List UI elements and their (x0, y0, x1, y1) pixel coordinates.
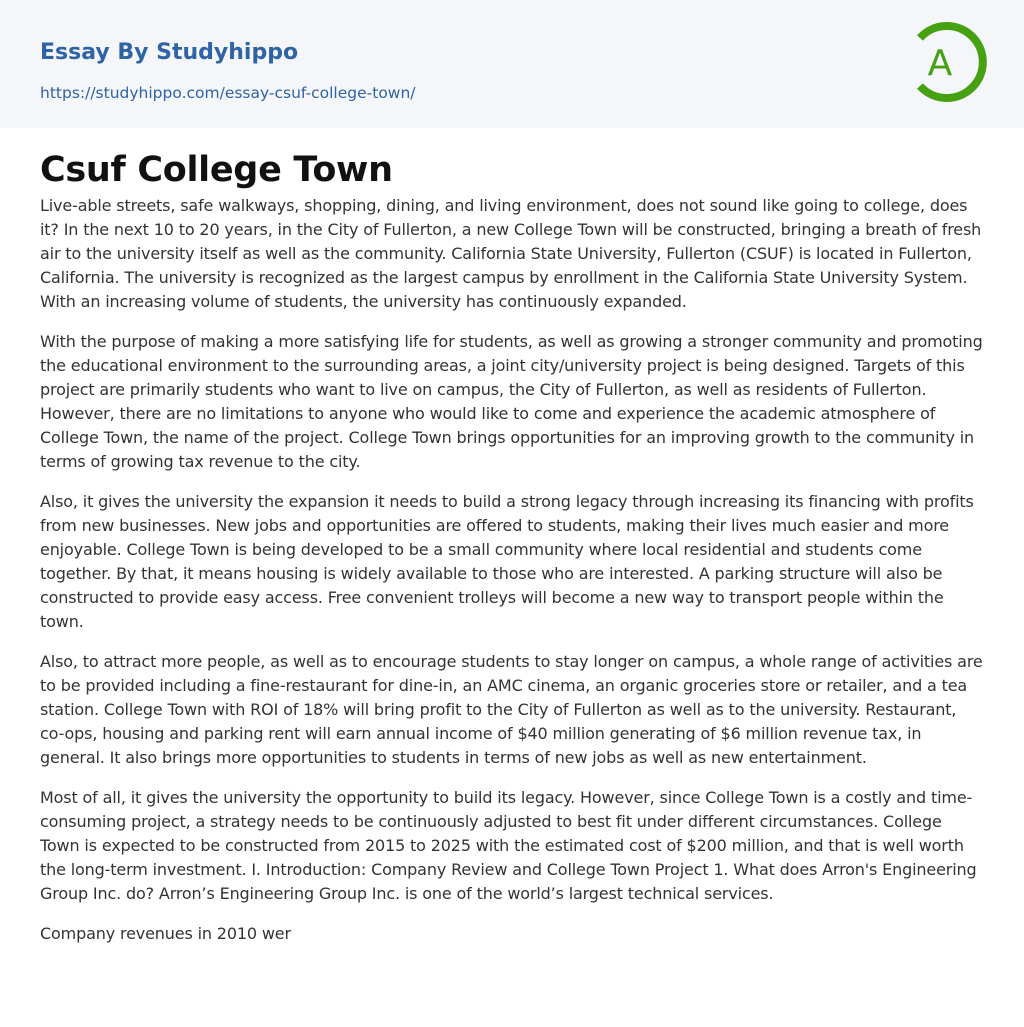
essay-paragraph: With the purpose of making a more satisfying life for students, as well as growing a stronger community and promoting the educational environment to the surrounding areas, a joint city/university project is being designed. Targets of this project are primarily students who want to live on campus, the City of Fullerton, as well as residents of Fullerton. However, there are no limitations to anyone who would like to come and experience the academic atmosphere of College Town, the name of the project. College Town brings opportunities for an improving growth to the community in terms of growing tax revenue to the city. (40, 332, 983, 471)
essay-paragraph: Also, to attract more people, as well as to encourage students to stay longer on campus, a whole range of activities are to be provided including a fine-restaurant for dine-in, an AMC cinema, an organic groceries store or retailer, and a tea station. College Town with ROI of 18% will bring profit to the City of Fullerton as well as to the university. Restaurant, co-ops, housing and parking rent will earn annual income of $40 million generating of $6 million revenue tax, in general. It also brings more opportunities to students in terms of new jobs as well as new entertainment. (40, 652, 983, 767)
essay-paragraph-truncated: Company revenues in 2010 wer (40, 924, 291, 943)
essay-body (0, 194, 1024, 946)
logo-letter: A (927, 43, 953, 84)
essay-paragraph: Also, it gives the university the expansion it needs to build a strong legacy through increasing its financing with profits from new businesses. New jobs and opportunities are offered to students, making their lives much easier and more enjoyable. College Town is being developed to be a small community where local residential and students come together. By that, it means housing is widely available to those who are interested. A parking structure will also be constructed to provide easy access. Free convenient trolleys will become a new way to transport people within the town. (40, 492, 974, 631)
essay-paragraph: Most of all, it gives the university the opportunity to build its legacy. However, since College Town is a costly and time-consuming project, a strategy needs to be continuously adjusted to best fit under different circumstances. College Town is expected to be constructed from 2015 to 2025 with the estimated cost of $200 million, and that is well worth the long-term investment. I. Introduction: Company Review and College Town Project 1. What does Arron's Engineering Group Inc. do? Arron’s Engineering Group Inc. is one of the world’s largest technical services. (40, 788, 977, 903)
studyhippo-logo-icon[interactable] (906, 20, 990, 104)
site-title: Essay By Studyhippo (40, 40, 299, 65)
essay-paragraph: Live-able streets, safe walkways, shopping, dining, and living environment, does not sound like going to college, does it? In the next 10 to 20 years, in the City of Fullerton, a new College Town will be constructed, bringing a breath of fresh air to the university itself as well as the community. California State University, Fullerton (CSUF) is located in Fullerton, California. The university is recognized as the largest campus by enrollment in the California State University System. With an increasing volume of students, the university has continuously expanded. (40, 196, 982, 311)
page-title: Csuf College Town (40, 150, 393, 190)
site-header (0, 0, 1024, 128)
essay-url-link[interactable]: https://studyhippo.com/essay-csuf-college-town/ (40, 84, 416, 102)
